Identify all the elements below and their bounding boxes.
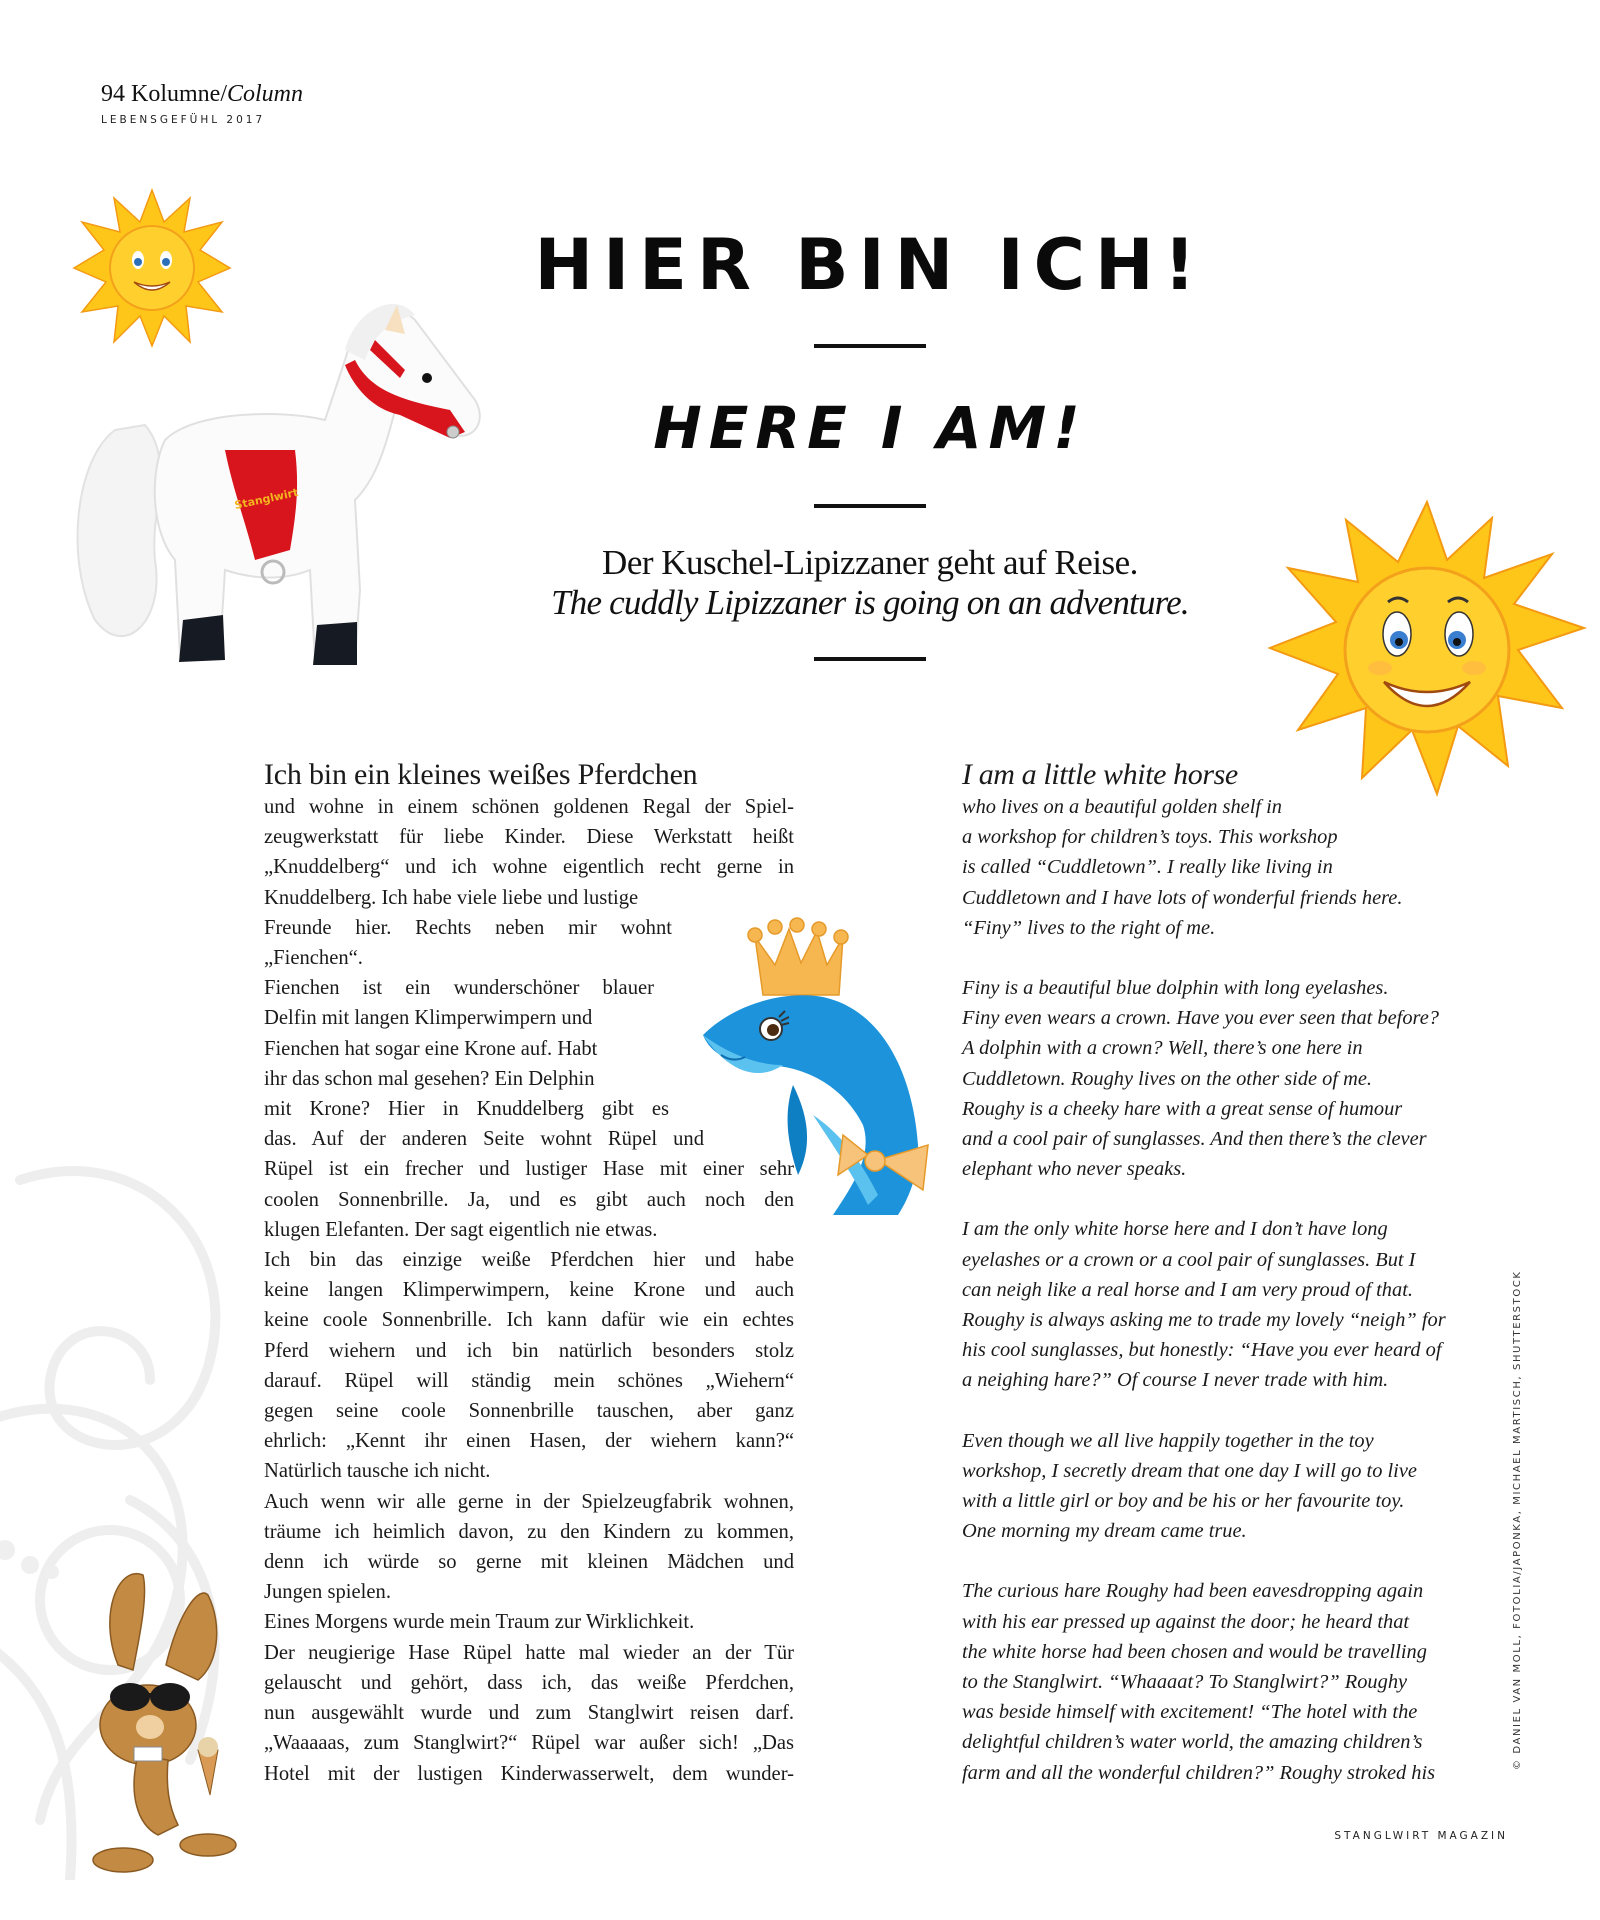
article-english-paragraph bbox=[962, 792, 1482, 943]
hare-with-sunglasses-image bbox=[48, 1555, 238, 1875]
article-english-lead: I am a little white horse bbox=[962, 758, 1238, 791]
text-line: Fienchen hat sogar eine Krone auf. Habt bbox=[264, 1037, 598, 1060]
text-line: can neigh like a real horse and I am very proud of that. bbox=[962, 1278, 1413, 1301]
text-line: workshop, I secretly dream that one day I will go to live bbox=[962, 1459, 1417, 1482]
text-line: “Finy” lives to the right of me. bbox=[962, 916, 1216, 939]
text-line: Der neugierige Hase Rüpel hatte mal wieder an der Tür bbox=[264, 1641, 794, 1664]
article-german bbox=[264, 758, 794, 1789]
text-line: Rüpel ist ein frecher und lustiger Hase mit einer sehr bbox=[264, 1158, 794, 1181]
article-english-paragraph bbox=[962, 1576, 1482, 1787]
text-line: Delfin mit langen Klimperwimpern und bbox=[264, 1007, 593, 1030]
text-line: Knuddelberg. Ich habe viele liebe und lustige bbox=[264, 886, 639, 909]
title-german: HIER BIN ICH! bbox=[534, 224, 1206, 306]
text-line: ihr das schon mal gesehen? Ein Delphin bbox=[264, 1067, 595, 1090]
subtitle-german: Der Kuschel-Lipizzaner geht auf Reise. bbox=[602, 543, 1138, 582]
text-line: Cuddletown. Roughy lives on the other side of me. bbox=[962, 1067, 1373, 1090]
text-line: the white horse had been chosen and would be travelling bbox=[962, 1640, 1427, 1663]
text-line: who lives on a beautiful golden shelf in bbox=[962, 796, 1282, 818]
text-line: „Waaaaas, zum Stanglwirt?“ Rüpel war außer sich! „Das bbox=[264, 1732, 794, 1755]
text-line: träume ich heimlich davon, zu den Kindern zu kommen, bbox=[264, 1520, 794, 1543]
text-line: Eines Morgens wurde mein Traum zur Wirklichkeit. bbox=[264, 1611, 695, 1634]
text-line: Pferd wiehern und ich bin natürlich besonders stolz bbox=[264, 1339, 794, 1362]
plush-horse-image bbox=[55, 260, 525, 700]
article-english bbox=[962, 758, 1482, 1818]
header-title bbox=[101, 80, 303, 108]
text-line: Finy even wears a crown. Have you ever seen that before? bbox=[962, 1007, 1439, 1030]
text-line: elephant who never speaks. bbox=[962, 1158, 1187, 1181]
text-line: A dolphin with a crown? Well, there’s one here in bbox=[962, 1037, 1363, 1060]
text-line: was beside himself with excitement! “The hotel with the bbox=[962, 1701, 1418, 1724]
article-german-lead: Ich bin ein kleines weißes Pferdchen bbox=[264, 758, 698, 791]
photo-credit: © DANIEL VAN MOLL, FOTOLIA/JAPONKA, MICHAEL MARTISCH, SHUTTERSTOCK bbox=[1512, 1270, 1523, 1770]
text-line: gelauscht und gehört, dass ich, das weiße Pferdchen, bbox=[264, 1671, 794, 1694]
text-line: ehrlich: „Kennt ihr einen Hasen, der wiehern kann?“ bbox=[264, 1430, 794, 1453]
page-number: 94 bbox=[101, 81, 125, 107]
text-line: und wohne in einem schönen goldenen Regal der Spiel- bbox=[264, 796, 794, 818]
title-divider bbox=[814, 657, 926, 661]
text-line: farm and all the wonderful children?” Roughy stroked his bbox=[962, 1761, 1436, 1784]
text-line: nun ausgewählt wurde und zum Stanglwirt reisen darf. bbox=[264, 1702, 794, 1725]
magazine-footer: STANGLWIRT MAGAZIN bbox=[1334, 1830, 1508, 1842]
text-line: is called “Cuddletown”. I really like living in bbox=[962, 856, 1333, 879]
text-line: „Knuddelberg“ und ich wohne eigentlich recht gerne in bbox=[264, 856, 794, 879]
text-line: keine coole Sonnenbrille. Ich kann dafür wie ein echtes bbox=[264, 1309, 794, 1332]
text-line: keine langen Klimperwimpern, keine Krone und auch bbox=[264, 1279, 794, 1302]
article-english-paragraph bbox=[962, 1426, 1482, 1547]
text-line: zeugwerkstatt für liebe Kinder. Diese Werkstatt heißt bbox=[264, 826, 794, 849]
header-subheading: LEBENSGEFÜHL 2017 bbox=[101, 114, 266, 126]
text-line: Roughy is a cheeky hare with a great sense of humour bbox=[962, 1097, 1403, 1120]
dolphin-image bbox=[693, 915, 943, 1215]
text-line: Even though we all live happily together in the toy bbox=[962, 1429, 1374, 1452]
text-line: I am the only white horse here and I don’t have long bbox=[962, 1218, 1388, 1241]
title-block bbox=[480, 205, 1260, 661]
text-line: his cool sunglasses, but honestly: “Have you ever heard of bbox=[962, 1339, 1442, 1362]
text-line: and a cool pair of sunglasses. And then there’s the clever bbox=[962, 1128, 1427, 1151]
text-line: Natürlich tausche ich nicht. bbox=[264, 1460, 491, 1483]
text-line: „Fienchen“. bbox=[264, 947, 363, 970]
text-line: delightful children’s water world, the amazing children’s bbox=[962, 1731, 1423, 1754]
text-line: klugen Elefanten. Der sagt eigentlich nie etwas. bbox=[264, 1218, 658, 1241]
text-line: Freunde hier. Rechts neben mir wohnt bbox=[264, 916, 672, 939]
title-divider bbox=[814, 344, 926, 348]
text-line: a neighing hare?” Of course I never trade with him. bbox=[962, 1369, 1389, 1392]
text-line: Finy is a beautiful blue dolphin with long eyelashes. bbox=[962, 977, 1389, 1000]
separator: / bbox=[220, 81, 227, 107]
saddle-text: Stanglwirt bbox=[233, 485, 300, 513]
text-line: coolen Sonnenbrille. Ja, und es gibt auch noch den bbox=[264, 1188, 794, 1211]
text-line: Fienchen ist ein wunderschöner blauer bbox=[264, 977, 654, 1000]
text-line: Hotel mit der lustigen Kinderwasserwelt, dem wunder- bbox=[264, 1762, 794, 1785]
text-line: to the Stanglwirt. “Whaaaat? To Stanglwirt?” Roughy bbox=[962, 1671, 1408, 1694]
section-en: Column bbox=[227, 81, 304, 107]
text-line: gegen seine coole Sonnenbrille tauschen, aber ganz bbox=[264, 1400, 794, 1423]
text-line: a workshop for children’s toys. This workshop bbox=[962, 826, 1338, 849]
text-line: denn ich würde so gerne mit kleinen Mädchen und bbox=[264, 1551, 794, 1574]
text-line: One morning my dream came true. bbox=[962, 1520, 1247, 1543]
subtitle-english: The cuddly Lipizzaner is going on an adventure. bbox=[551, 583, 1189, 622]
text-line: Cuddletown and I have lots of wonderful friends here. bbox=[962, 886, 1403, 909]
text-line: Auch wenn wir alle gerne in der Spielzeugfabrik wohnen, bbox=[264, 1490, 794, 1513]
title-divider bbox=[814, 504, 926, 508]
text-line: with his ear pressed up against the door; he heard that bbox=[962, 1610, 1410, 1633]
article-english-paragraph bbox=[962, 973, 1482, 1184]
page-header bbox=[101, 80, 303, 126]
text-line: darauf. Rüpel will ständig mein schönes „Wiehern“ bbox=[264, 1369, 794, 1392]
text-line: eyelashes or a crown or a cool pair of sunglasses. But I bbox=[962, 1248, 1416, 1271]
text-line: mit Krone? Hier in Knuddelberg gibt es bbox=[264, 1098, 669, 1121]
large-sun-icon bbox=[1262, 498, 1592, 798]
section-de: Kolumne bbox=[131, 81, 221, 107]
text-line: Jungen spielen. bbox=[264, 1581, 391, 1604]
text-line: with a little girl or boy and be his or her favourite toy. bbox=[962, 1490, 1405, 1513]
text-line: Ich bin das einzige weiße Pferdchen hier und habe bbox=[264, 1249, 794, 1272]
title-english: HERE I AM! bbox=[653, 394, 1087, 462]
article-english-paragraph bbox=[962, 1214, 1482, 1395]
text-line: The curious hare Roughy had been eavesdropping again bbox=[962, 1580, 1424, 1603]
text-line: das. Auf der anderen Seite wohnt Rüpel und bbox=[264, 1128, 704, 1151]
text-line: Roughy is always asking me to trade my lovely “neigh” for bbox=[962, 1309, 1446, 1332]
